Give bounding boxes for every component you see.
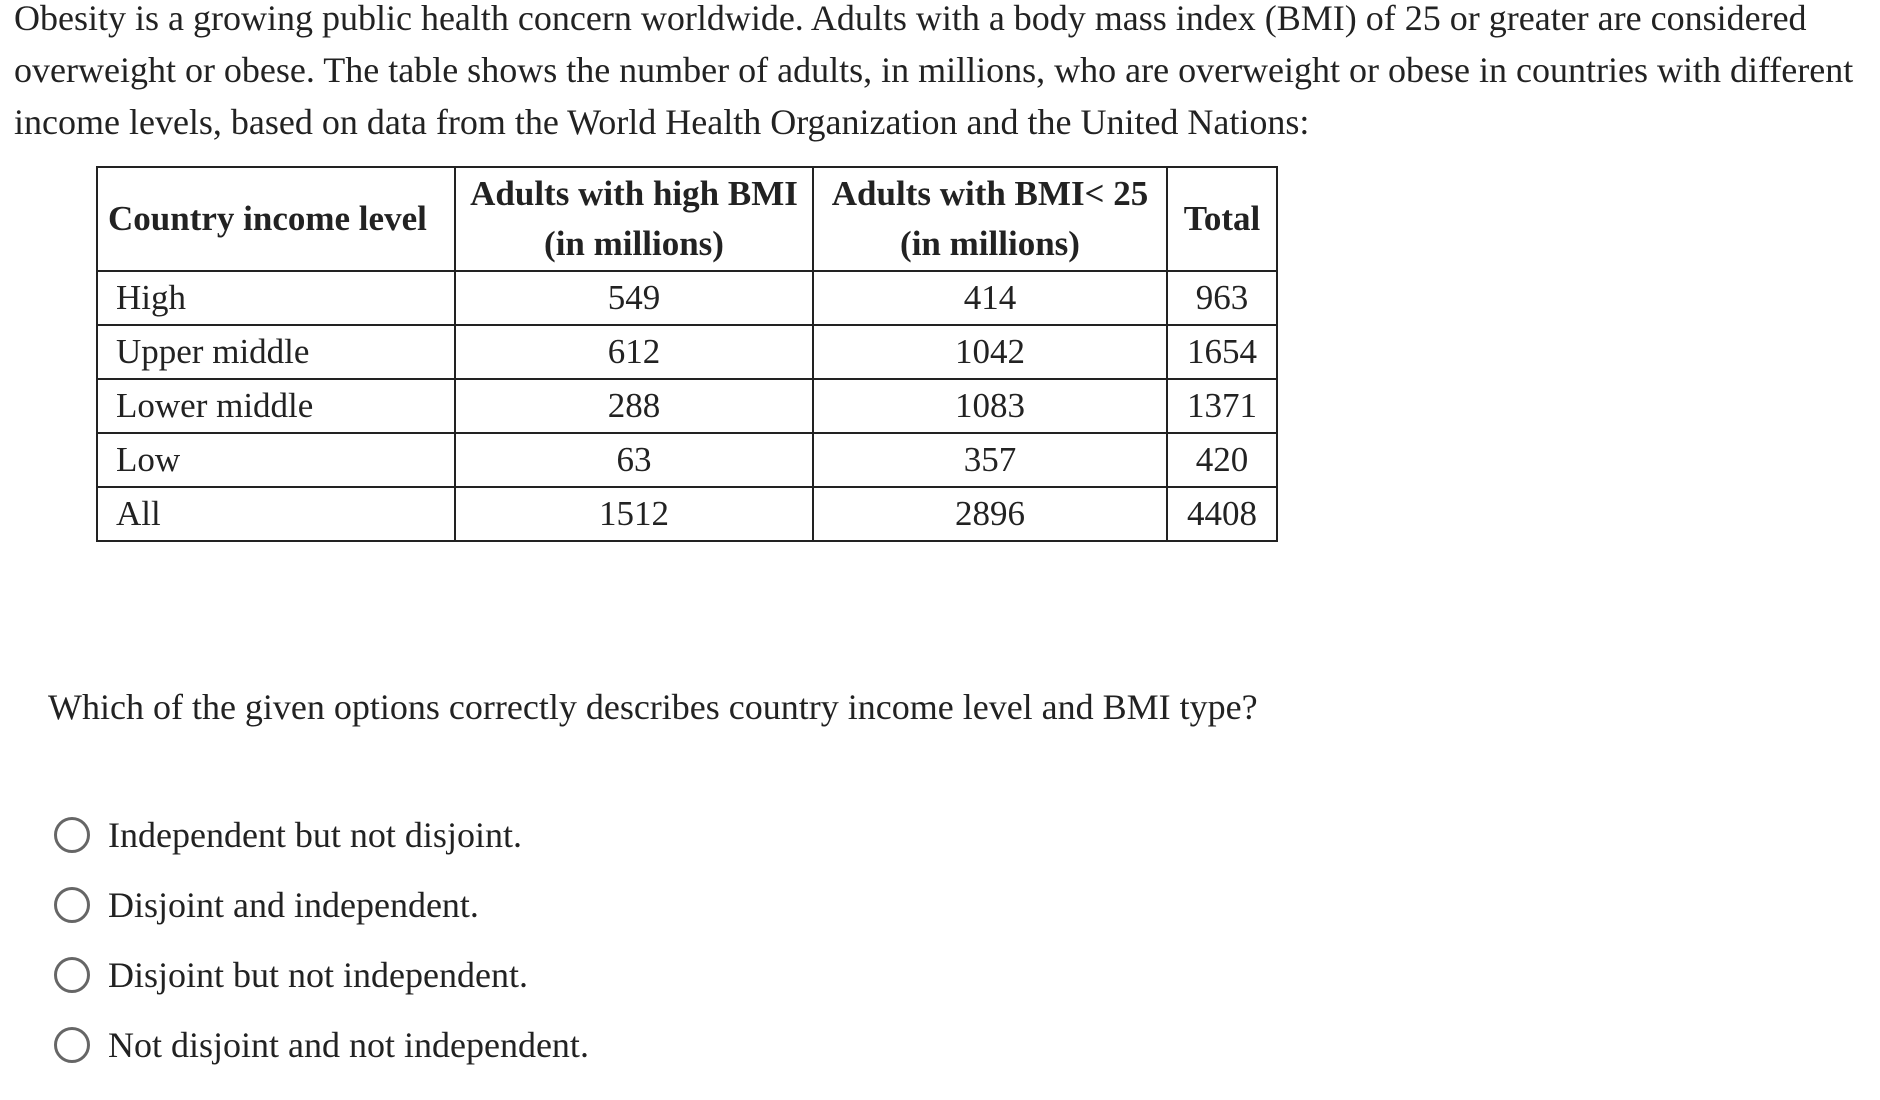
table-row	[97, 433, 1277, 487]
radio-button-icon[interactable]	[54, 887, 90, 923]
answer-option-label: Independent but not disjoint.	[108, 815, 522, 855]
answer-option-2[interactable]	[54, 870, 589, 940]
radio-button-icon[interactable]	[54, 817, 90, 853]
cell-total: 963	[1167, 271, 1277, 325]
header-adults-low-bmi	[813, 167, 1167, 271]
table-row	[97, 271, 1277, 325]
answer-option-4[interactable]	[54, 1010, 589, 1080]
intro-paragraph: Obesity is a growing public health concern worldwide. Adults with a body mass index (BMI) of 25 or greater are considered overweight or obese. The table shows the number of adults, in millions, who are overweight or obese in countries with different income levels, based on data from the World Health Organization and the United Nations:	[14, 0, 1854, 142]
table-row	[97, 379, 1277, 433]
header-adults-high-bmi	[455, 167, 813, 271]
header-total: Total	[1167, 167, 1277, 271]
answer-options	[54, 800, 589, 1080]
cell-total: 4408	[1167, 487, 1277, 541]
cell-total: 1371	[1167, 379, 1277, 433]
cell-low-bmi: 1083	[813, 379, 1167, 433]
cell-low-bmi: 2896	[813, 487, 1167, 541]
cell-low-bmi: 357	[813, 433, 1167, 487]
header-country-income-level: Country income level	[97, 167, 455, 271]
cell-income-level: Low	[97, 433, 455, 487]
header-adults-high-bmi-line1: Adults with high BMI	[470, 174, 798, 213]
cell-income-level: Upper middle	[97, 325, 455, 379]
header-adults-low-bmi-line1: Adults with BMI< 25	[831, 174, 1149, 213]
answer-option-3[interactable]	[54, 940, 589, 1010]
cell-total: 420	[1167, 433, 1277, 487]
cell-high-bmi: 1512	[455, 487, 813, 541]
cell-income-level: All	[97, 487, 455, 541]
cell-income-level: High	[97, 271, 455, 325]
header-adults-high-bmi-line2: (in millions)	[544, 224, 724, 263]
cell-total: 1654	[1167, 325, 1277, 379]
cell-low-bmi: 1042	[813, 325, 1167, 379]
table-row	[97, 325, 1277, 379]
answer-option-label: Disjoint and independent.	[108, 885, 479, 925]
cell-high-bmi: 63	[455, 433, 813, 487]
answer-option-label: Not disjoint and not independent.	[108, 1025, 589, 1065]
cell-low-bmi: 414	[813, 271, 1167, 325]
bmi-income-table	[96, 166, 1278, 542]
cell-high-bmi: 612	[455, 325, 813, 379]
cell-high-bmi: 288	[455, 379, 813, 433]
table-header-row	[97, 167, 1277, 271]
radio-button-icon[interactable]	[54, 1027, 90, 1063]
cell-income-level: Lower middle	[97, 379, 455, 433]
header-adults-low-bmi-line2: (in millions)	[900, 224, 1080, 263]
answer-option-1[interactable]	[54, 800, 589, 870]
answer-option-label: Disjoint but not independent.	[108, 955, 528, 995]
table-row	[97, 487, 1277, 541]
question-text: Which of the given options correctly describes country income level and BMI type?	[48, 687, 1258, 727]
radio-button-icon[interactable]	[54, 957, 90, 993]
cell-high-bmi: 549	[455, 271, 813, 325]
